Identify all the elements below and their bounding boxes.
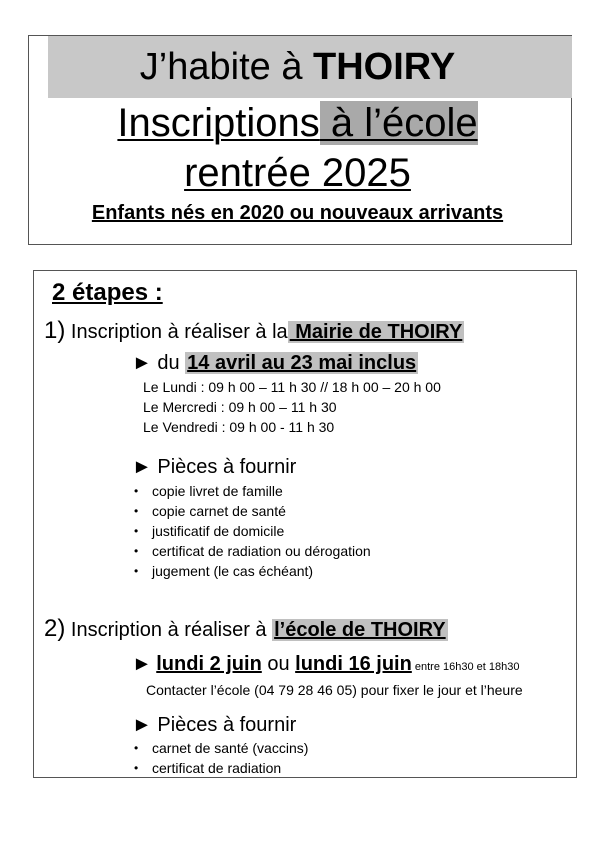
list-item: • jugement (le cas échéant) <box>132 561 371 581</box>
step1-dates: 14 avril au 23 mai inclus <box>187 352 417 374</box>
step2-date1: lundi 2 juin <box>156 653 262 675</box>
step1-du: du <box>151 352 186 374</box>
title-year: rentrée 2025 <box>184 151 411 195</box>
step1-heading <box>44 316 464 349</box>
title-prefix: J’habite à <box>139 46 314 88</box>
title-school: à l’école <box>319 101 478 145</box>
step1-dates-line <box>132 350 418 378</box>
hours-monday: Le Lundi : 09 h 00 – 11 h 30 // 18 h 00 – 20 h 00 <box>143 379 441 395</box>
subtitle <box>0 200 595 226</box>
list-item: • certificat de radiation <box>132 758 308 778</box>
title-inscriptions: Inscriptions <box>117 101 320 145</box>
arrow-icon: ► <box>132 714 152 736</box>
pieces-title-text: Pièces à fournir <box>151 714 297 736</box>
step2-place: l’école de THOIRY <box>274 619 446 641</box>
step2-ou: ou <box>261 653 296 675</box>
step2-pieces-list <box>132 738 308 778</box>
arrow-icon: ► <box>132 653 152 675</box>
step2-number: 2) <box>44 615 66 642</box>
title-town: THOIRY <box>313 46 456 88</box>
step2-dates-line <box>132 652 519 679</box>
pieces-title-text: Pièces à fournir <box>151 456 297 478</box>
step1-number: 1) <box>44 317 66 344</box>
hours-wednesday: Le Mercredi : 09 h 00 – 11 h 30 <box>143 399 337 415</box>
hours-friday: Le Vendredi : 09 h 00 - 11 h 30 <box>143 419 335 435</box>
subtitle-text: Enfants nés en 2020 ou nouveaux arrivants <box>91 202 504 224</box>
title-line-2 <box>0 100 595 146</box>
title-line-3 <box>0 150 595 196</box>
list-item: • copie livret de famille <box>132 481 371 501</box>
title-line-1 <box>0 44 595 90</box>
arrow-icon: ► <box>132 456 152 478</box>
step2-pieces-title <box>132 712 296 740</box>
steps-title: 2 étapes : <box>52 279 163 306</box>
step2-date2: lundi 16 juin <box>295 653 412 675</box>
step2-time: entre 16h30 et 18h30 <box>411 661 520 673</box>
step2-contact: Contacter l’école (04 79 28 46 05) pour fixer le jour et l’heure <box>146 682 523 698</box>
arrow-icon: ► <box>132 352 152 374</box>
step1-pieces-list <box>132 481 371 581</box>
step1-text: Inscription à réaliser à la <box>65 321 288 343</box>
step1-place: Mairie de THOIRY <box>289 321 463 343</box>
list-item: • carnet de santé (vaccins) <box>132 738 308 758</box>
list-item: • justificatif de domicile <box>132 521 371 541</box>
list-item: • certificat de radiation ou dérogation <box>132 541 371 561</box>
step2-heading <box>44 614 448 647</box>
step1-pieces-title <box>132 454 296 482</box>
list-item: • copie carnet de santé <box>132 501 371 521</box>
step2-text: Inscription à réaliser à <box>65 619 273 641</box>
